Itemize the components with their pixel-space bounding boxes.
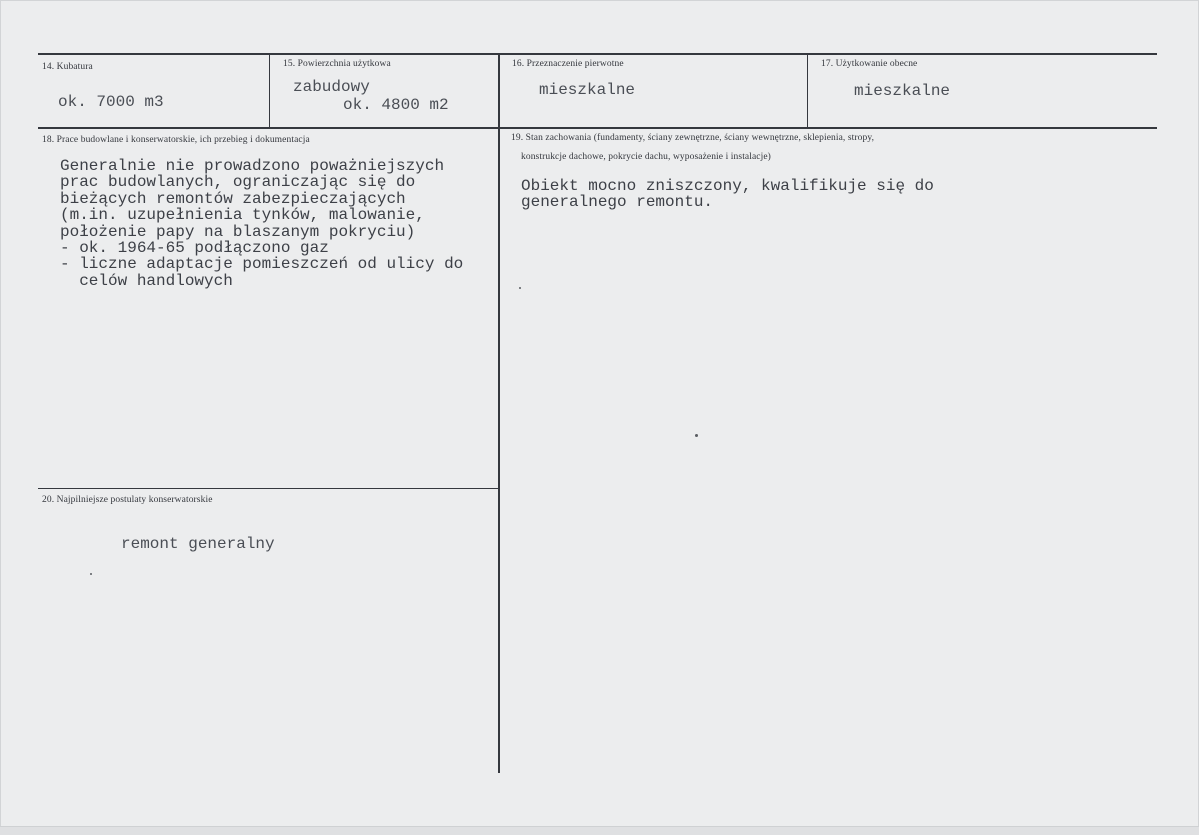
field-18-line: - liczne adaptacje pomieszczeń od ulicy do: [60, 255, 464, 274]
field-20-label: 20. Najpilniejsze postulaty konserwatorskie: [42, 495, 213, 505]
field-18-text: [60, 158, 463, 289]
field-18-line: - ok. 1964-65 podłączono gaz: [60, 239, 329, 258]
column-divider-main: [498, 55, 500, 773]
field-17-label: 17. Użytkowanie obecne: [821, 59, 918, 69]
field-19-line: Obiekt mocno zniszczony, kwalifikuje się do: [521, 177, 934, 195]
section-divider: [38, 488, 498, 489]
field-18-line: położenie papy na blaszanym pokryciu): [60, 222, 416, 241]
paper-speck: [519, 287, 521, 289]
field-16-label: 16. Przeznaczenie pierwotne: [512, 59, 624, 69]
field-15-value-line1: zabudowy: [293, 78, 370, 96]
field-15-value-line2: ok. 4800 m2: [343, 96, 449, 114]
field-19-text: [521, 178, 934, 211]
field-16-value: mieszkalne: [539, 81, 636, 99]
field-18-line: (m.in. uzupełnienia tynków, malowanie,: [60, 206, 425, 225]
row-divider: [38, 127, 1157, 129]
column-divider-3: [807, 55, 808, 127]
field-20-value: remont generalny: [121, 535, 275, 553]
field-14-value: ok. 7000 m3: [58, 93, 164, 111]
field-19-label-line2: konstrukcje dachowe, pokrycie dachu, wyposażenie i instalacje): [521, 152, 771, 162]
field-19-line: generalnego remontu.: [521, 193, 714, 212]
card-bottom-edge: [0, 826, 1199, 835]
paper-speck: [90, 573, 92, 575]
column-divider-1: [269, 55, 270, 127]
field-14-label: 14. Kubatura: [42, 62, 93, 72]
field-19-label-line1: 19. Stan zachowania (fundamenty, ściany zewnętrzne, ściany wewnętrzne, sklepienia, stropy,: [511, 133, 875, 143]
field-18-line: bieżących remontów zabezpieczających: [60, 189, 406, 208]
field-17-value: mieszkalne: [854, 82, 951, 100]
field-18-line: celów handlowych: [60, 271, 233, 290]
field-18-line: Generalnie nie prowadzono poważniejszych: [60, 157, 445, 175]
field-18-label: 18. Prace budowlane i konserwatorskie, ich przebieg i dokumentacja: [42, 135, 310, 145]
field-18-line: prac budowlanych, ograniczając się do: [60, 173, 416, 192]
paper-speck: [695, 434, 698, 437]
field-15-label: 15. Powierzchnia użytkowa: [283, 59, 391, 69]
top-rule: [38, 53, 1157, 55]
